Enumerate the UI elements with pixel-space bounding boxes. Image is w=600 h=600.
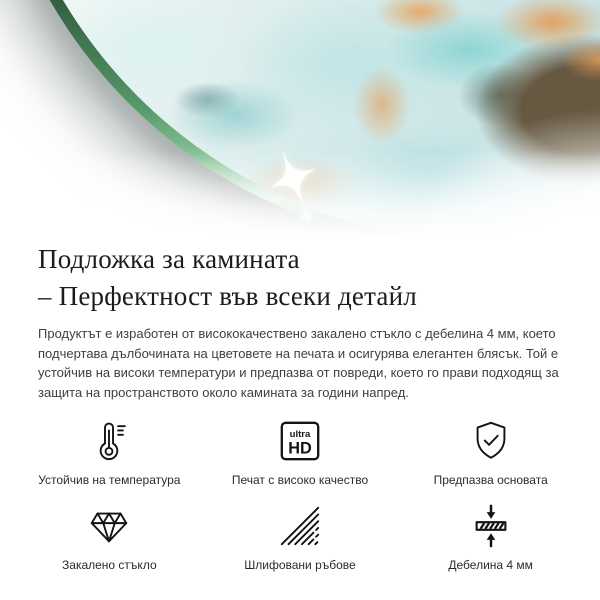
feature-tempered-glass (14, 502, 205, 572)
product-image (0, 0, 600, 240)
feature-label: Дебелина 4 мм (448, 558, 533, 572)
page-title (38, 240, 562, 315)
feature-polished-edges (205, 502, 396, 572)
feature-label: Закалено стъкло (62, 558, 157, 572)
thickness-icon (467, 502, 515, 550)
svg-text:HD: HD (288, 439, 312, 458)
feature-label: Устойчив на температура (38, 473, 181, 487)
feature-thickness (395, 502, 586, 572)
product-info (0, 240, 600, 572)
feature-print-quality (205, 417, 396, 487)
thermometer-icon (85, 417, 133, 465)
features-grid (14, 417, 586, 572)
feature-label: Печат с високо качество (231, 473, 369, 487)
product-description: Продуктът е изработен от висококачествено закалено стъкло с дебелина 4 мм, което подчертава дълбочината на цветовете на печата и осигурява елегантен блясък. Той е устойчив на високи температури и предпазва от повреди, което го прави подходящ за защита на пространството около камината за години напред. (38, 326, 559, 400)
feature-label: Шлифовани ръбове (244, 558, 356, 572)
diamond-icon (85, 502, 133, 550)
polished-edges-icon (276, 502, 324, 550)
title-line-2: – Перфектност във всеки детайл (38, 281, 417, 311)
title-line-1: Подложка за камината (38, 244, 300, 274)
svg-text:ultra: ultra (289, 429, 311, 441)
ultra-hd-icon (276, 417, 324, 465)
feature-temperature (14, 417, 205, 487)
shield-check-icon (467, 417, 515, 465)
feature-label: Предпазва основата (433, 473, 548, 487)
feature-base-protection (395, 417, 586, 487)
